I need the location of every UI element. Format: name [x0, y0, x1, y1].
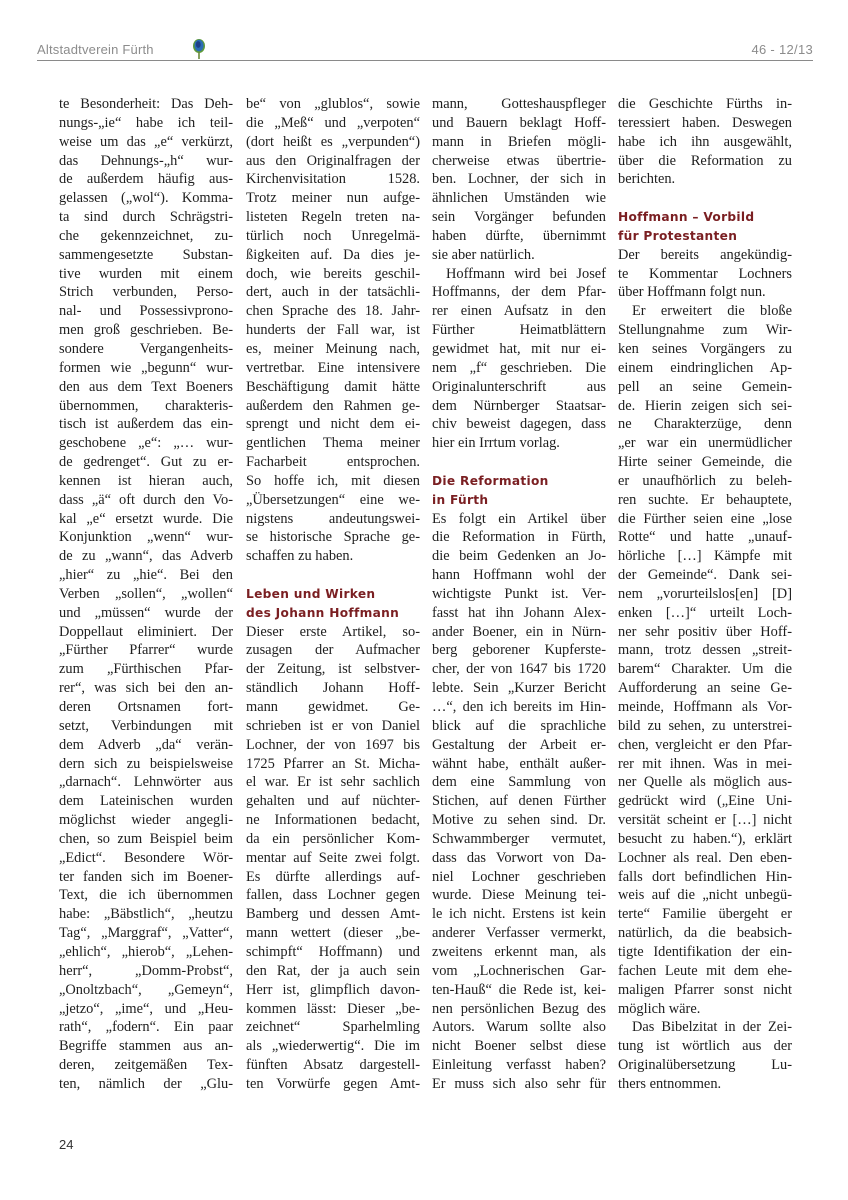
text-line: chiv beweist dagegen, dass — [432, 416, 606, 433]
text-line: das Dehnungs-„h“ wur- — [59, 152, 233, 169]
text-line: „Übersetzungen“ eine we- — [246, 491, 420, 508]
text-line: ten, nämlich der „Glu- — [59, 1075, 233, 1092]
text-line: de außerdem häufig aus- — [59, 171, 233, 188]
column-3 — [432, 95, 606, 1094]
text-line: ter fanden sich im Boener- — [59, 868, 233, 885]
text-line: möglichst wieder angegli- — [59, 812, 233, 829]
text-line: fachen Leute mit dem ehe- — [618, 962, 792, 979]
text-line: hier ein Irrtum vorlag. — [432, 435, 560, 452]
text-line: deren, zeitgemäßen Tex- — [59, 1057, 233, 1074]
text-line: mann gewidmet. Ge- — [246, 699, 420, 715]
text-line: mann, trotz dessen „streit- — [618, 642, 792, 659]
tree-icon — [192, 38, 206, 60]
text-line: haben dürfte, übernimmt — [432, 227, 606, 244]
text-line: 1725 Pfarrer an St. Micha- — [246, 755, 420, 772]
text-line: wähnt habe, enthält außer- — [432, 755, 606, 772]
text-line: dem Lateinischen wurden — [59, 793, 233, 810]
text-line: lebte. Sein „Kurzer Bericht — [432, 680, 606, 697]
text-line: anderer Verfasser vermerkt, — [432, 925, 606, 942]
text-line: über die Reformation zu — [618, 152, 792, 169]
text-line: hunderts der Fall war, ist — [246, 322, 420, 339]
text-line: „jetzo“, „ime“, und „Heu- — [59, 1000, 233, 1017]
text-line: kommen lässt: Dieser „be- — [246, 1000, 420, 1017]
text-line: Bamberg und dessen Amt- — [246, 906, 420, 923]
section-heading: Hoffmann – Vorbild — [618, 210, 755, 225]
text-line: zum „Fürthischen Pfar- — [59, 661, 233, 678]
text-line: blick auf die sprachliche — [432, 717, 606, 734]
text-line: gentlichen Thema meiner — [246, 435, 420, 452]
text-line: Schwammberger vermutet, — [432, 830, 606, 847]
text-line: Verben „sollen“, „wollen“ — [59, 585, 233, 602]
text-line: tive wurden mit einem — [59, 265, 233, 282]
text-line: dem eine Sammlung von — [432, 774, 606, 791]
text-line: …“, den ich bereits im Hin- — [432, 699, 606, 715]
text-line: Das Bibelzitat in der Zei- — [632, 1019, 792, 1036]
column-2 — [246, 95, 420, 1094]
text-line: „Fürther Pfarrer“ wurde — [59, 642, 233, 659]
text-line: pell an seine Gemein- — [618, 378, 792, 395]
text-line: So hoffe ich, mit diesen — [246, 472, 420, 489]
text-line: nem „f“ geschrieben. Die — [432, 359, 606, 376]
text-line: dass das Vorwort von Da- — [432, 849, 606, 866]
text-line: er unaufhörlich zu beleh- — [618, 472, 792, 489]
text-line: gelassen („wol“). Komma- — [59, 190, 233, 207]
text-line: wurde. Diese Meinung tei- — [432, 887, 606, 904]
column-1 — [59, 95, 233, 1094]
section-heading: Die Reformation — [432, 473, 549, 488]
text-line: nicht Boener selbst diese — [432, 1038, 606, 1055]
text-line: außerdem den Rahmen ge- — [246, 397, 420, 414]
text-line: tisch ist außerdem das ein- — [59, 416, 233, 433]
text-line: de. Hierin zeigen sich sei- — [618, 397, 792, 414]
text-line: men groß geschrieben. Be- — [59, 322, 233, 339]
text-line: den aus dem Text Boeners — [59, 378, 233, 395]
text-line: ner Quelle als möglich aus- — [618, 774, 792, 791]
text-line: habe: „Bäbstlich“, „heutzu — [59, 906, 233, 923]
text-line: Hoffmanns, der dem Pfar- — [432, 284, 606, 301]
text-line: zeichnet“ Sparhelmling — [246, 1019, 420, 1036]
text-line: Strich verbunden, Perso- — [59, 284, 233, 301]
text-line: ßigkeiten auf. Da dies je- — [246, 246, 420, 263]
text-line: wichtigste Punkt ist. Ver- — [432, 585, 606, 602]
text-line: berg geborener Kupferste- — [432, 642, 606, 659]
spacer — [246, 566, 420, 585]
text-line: niel Lochner geschrieben — [432, 868, 606, 885]
text-line: teressiert haben. Deswegen — [618, 114, 792, 131]
text-line: zweitens erkennt man, als — [432, 943, 606, 960]
text-line: die Fürther seien eine „lose — [618, 510, 792, 527]
text-line: setzt, Verbindungen mit — [59, 717, 233, 734]
text-line: über Hoffmann folgt nun. — [618, 284, 766, 301]
text-line: Motive zu sehen sind. Dr. — [432, 812, 606, 829]
text-line: dem Nürnberger Staatsar- — [432, 397, 606, 414]
text-line: weis auf die „nicht unbegü- — [618, 887, 792, 904]
text-line: chen, vergleicht er den Pfar- — [618, 736, 792, 753]
text-line: (dort heißt es „verpunden“) — [246, 133, 420, 150]
text-line: ben. Lochner, der sich in — [432, 171, 606, 188]
text-line: sprengt und nicht dem ei- — [246, 416, 420, 433]
text-line: die „Meß“ und „verpoten“ — [246, 114, 420, 131]
text-line: kal „e“ ersetzt wurde. Die — [59, 510, 233, 527]
text-line: hann Hoffmann wohl der — [432, 567, 606, 584]
text-line: mentar auf Seite zwei folgt. — [246, 849, 420, 866]
text-line: besucht zu haben.“), erklärt — [618, 830, 792, 847]
text-line: vertretbar. Eine intensivere — [246, 359, 420, 376]
text-line: schimpft“ Hoffmann) und — [246, 943, 420, 960]
article-body — [59, 95, 805, 1125]
text-line: listeten Regeln treten na- — [246, 209, 420, 226]
text-line: der Gemeinde“. Dank sei- — [618, 567, 792, 584]
text-line: „er war ein unermüdlicher — [618, 435, 792, 452]
text-line: die beim Gedenken an Jo- — [432, 548, 606, 565]
text-line: Lochner, der von 1697 bis — [246, 736, 420, 753]
text-line: ne Charakterzüge, denn — [618, 416, 792, 433]
text-line: rer mit ihnen. Was in mei- — [618, 755, 792, 772]
text-line: ner sehr positiv über Hoff- — [618, 623, 792, 640]
text-line: te Kommentar Lochners — [618, 265, 792, 282]
text-line: Originalunterschrift aus — [432, 378, 606, 395]
text-line: te Besonderheit: Das Deh- — [59, 96, 233, 112]
text-line: Gestaltung der Arbeit er- — [432, 736, 606, 753]
text-line: sondere Vergangenheits- — [59, 340, 233, 357]
text-line: Doppellaut eliminiert. Der — [59, 623, 233, 640]
text-line: cher, der von 1647 bis 1720 — [432, 661, 606, 678]
text-line: mann wettert (dieser „be- — [246, 925, 420, 942]
text-line: ander Boener, ein in Nürn- — [432, 623, 606, 640]
text-line: Lochner als real. Den eben- — [618, 849, 792, 866]
text-line: formen wie „begunn“ wur- — [59, 359, 233, 376]
text-line: zusagen der Aufmacher — [246, 642, 420, 659]
text-line: fallen, dass Lochner gegen — [246, 887, 420, 904]
text-line: sammengesetzte Substan- — [59, 246, 233, 263]
text-line: Es folgt ein Artikel über — [432, 510, 606, 527]
text-line: die Reformation in Fürth, — [432, 529, 606, 546]
text-line: doch, wie bereits geschil- — [246, 265, 420, 282]
text-line: nem „vorurteilslos[en] [D] — [618, 585, 792, 602]
text-line: vom „Lochnerischen Gar- — [432, 962, 606, 979]
text-line: Begriffe stammen aus an- — [59, 1038, 233, 1055]
text-line: che gekennzeichnet, zu- — [59, 227, 233, 244]
text-line: als „wiederwertig“. Die im — [246, 1038, 420, 1055]
text-line: Text, die ich übernommen — [59, 887, 233, 904]
text-line: Rotte“ und hatte „unauf- — [618, 529, 792, 546]
text-line: el war. Er ist sehr sachlich — [246, 774, 420, 791]
section-heading: des Johann Hoffmann — [246, 605, 400, 620]
text-line: tung ist wörtlich aus der — [618, 1038, 792, 1055]
text-line: chen Sprache des 18. Jahr- — [246, 303, 420, 320]
text-line: Hoffmann wird bei Josef — [446, 265, 606, 282]
text-line: einem eindringlichen Ap- — [618, 359, 792, 376]
text-line: dert, auch in der tatsächli- — [246, 284, 420, 301]
text-line: da ein persönlicher Kom- — [246, 830, 420, 847]
text-line: ta sind durch Schrägstri- — [59, 209, 233, 226]
text-line: ren suchte. Er behauptete, — [618, 491, 792, 508]
section-heading: Leben und Wirken — [246, 586, 376, 601]
text-line: nungs-„ie“ habe ich teil- — [59, 114, 233, 131]
text-line: gedrückt wird („Eine Uni- — [618, 793, 792, 810]
text-line: se historische Sprache ge- — [246, 529, 420, 546]
text-line: le ich nicht. Erstens ist kein — [432, 906, 606, 923]
text-line: cherweise etwas übertrie- — [432, 152, 606, 169]
text-line: „Edict“. Besondere Wör- — [59, 849, 233, 866]
text-line: sie aber natürlich. — [432, 246, 535, 263]
text-line: Trotz meiner nun aufge- — [246, 190, 420, 207]
text-line: der Zeitung, ist selbstver- — [246, 661, 420, 678]
text-line: Autors. Warum sollte also — [432, 1019, 606, 1036]
text-line: den Rat, der ja auch sein — [246, 962, 420, 979]
text-line: Aufforderung an seine Ge- — [618, 680, 792, 697]
text-line: enken […]“ urteilt Loch- — [618, 604, 792, 621]
spacer — [618, 189, 792, 208]
text-line: türlich noch Unregelmä- — [246, 227, 420, 244]
text-line: nen persönlichen Bezug des — [432, 1000, 606, 1017]
publication-title: Altstadtverein Fürth — [37, 42, 154, 57]
text-line: fasst hat ihn Johann Alex- — [432, 604, 606, 621]
text-line: Tag“, „Marggraf“, „Vatter“, — [59, 925, 233, 942]
text-line: gehalten und auf nüchter- — [246, 793, 420, 810]
page-header — [37, 38, 813, 61]
text-line: und „müssen“ wurde der — [59, 604, 233, 621]
text-line: mann in Briefen mögli- — [432, 133, 606, 150]
section-heading: für Protestanten — [618, 228, 738, 243]
column-4 — [618, 95, 792, 1094]
text-line: weise um das „e“ verkürzt, — [59, 133, 233, 150]
text-line: meinde, Hoffmann als Vor- — [618, 699, 792, 715]
text-line: Einleitung verfasst haben? — [432, 1057, 606, 1074]
text-line: deren Ortsnamen fort- — [59, 699, 233, 715]
text-line: Kirchenvisitation 1528. — [246, 171, 420, 188]
text-line: Herr ist, glimpflich davon- — [246, 981, 420, 998]
text-line: ten Vorwürfe gegen Amt- — [246, 1075, 420, 1092]
text-line: Dieser erste Artikel, so- — [246, 623, 420, 640]
text-line: falls dort befindlichen Hin- — [618, 868, 792, 885]
text-line: „ehlich“, „hierob“, „Lehen- — [59, 943, 233, 960]
text-line: „Onoltzbach“, „Gemeyn“, — [59, 981, 233, 998]
text-line: ken seines Vorgängers zu — [618, 340, 792, 357]
text-line: habe ich ihn ausgewählt, — [618, 133, 792, 150]
text-line: Beschäftigung damit hätte — [246, 378, 420, 395]
text-line: herr“, „Domm-Probst“, — [59, 962, 233, 979]
text-line: Er erweitert die bloße — [632, 303, 792, 320]
page-number: 24 — [59, 1137, 74, 1152]
text-line: natürlich, da die beabsich- — [618, 925, 792, 942]
text-line: nal- und Possessivprono- — [59, 303, 233, 320]
text-line: thers entnommen. — [618, 1075, 722, 1092]
text-line: mann, Gotteshauspfleger — [432, 96, 606, 112]
text-line: fünften Absatz dargestell- — [246, 1057, 420, 1074]
text-line: bild zu sehen, zu unterstrei- — [618, 717, 792, 734]
text-line: ständlich Johann Hoff- — [246, 680, 420, 697]
text-line: maligen Pfarrer sonst nicht — [618, 981, 792, 998]
text-line: es, meiner Meinung nach, — [246, 340, 420, 357]
text-line: berichten. — [618, 171, 676, 188]
text-line: sein Vorgänger befunden — [432, 209, 606, 226]
text-line: tigte Identifikation der ein- — [618, 943, 792, 960]
text-line: Facharbeit entsprochen. — [246, 454, 420, 471]
text-line: terte“ Familie übergeht er — [618, 906, 792, 923]
text-line: übernommen, charakteris- — [59, 397, 233, 414]
text-line: barem“ Charakter. Um die — [618, 661, 792, 678]
text-line: Originalübersetzung Lu- — [618, 1057, 792, 1074]
text-line: Fürther Heimatblättern — [432, 322, 606, 339]
text-line: chen, so zum Beispiel beim — [59, 830, 233, 847]
text-line: versität scheint er […] nicht — [618, 812, 792, 829]
text-line: rer einen Aufsatz in den — [432, 303, 606, 320]
text-line: gewidmet hat, mit nur ei- — [432, 340, 606, 357]
text-line: nigstens andeutungswei- — [246, 510, 420, 527]
text-line: rath“, „fodern“. Ein paar — [59, 1019, 233, 1036]
text-line: Der bereits angekündig- — [618, 246, 792, 263]
text-line: be“ von „glublos“, sowie — [246, 96, 420, 112]
text-line: de zu „wann“, das Adverb — [59, 548, 233, 565]
text-line: dem Adverb „da“ verän- — [59, 736, 233, 753]
text-line: ähnlichen Umständen wie — [432, 190, 606, 207]
text-line: ne Informationen bedacht, — [246, 812, 420, 829]
text-line: Stichen, auf denen Fürther — [432, 793, 606, 810]
text-line: Es dürfte allerdings auf- — [246, 868, 420, 885]
spacer — [432, 453, 606, 472]
text-line: Konjunktion „wenn“ wur- — [59, 529, 233, 546]
text-line: kennen ist hieran auch, — [59, 472, 233, 489]
text-line: schaffen zu haben. — [246, 548, 354, 565]
text-line: schrieben ist er von Daniel — [246, 717, 420, 734]
text-line: dern sich zu beispielsweise — [59, 755, 233, 772]
text-line: „hier“ zu „hie“. Bei den — [59, 567, 233, 584]
text-line: und Bauern beklagt Hoff- — [432, 114, 606, 131]
text-line: aus den Originalfragen der — [246, 152, 420, 169]
text-line: dass „ä“ oft durch den Vo- — [59, 491, 233, 508]
text-line: Stellungnahme zum Wir- — [618, 322, 792, 339]
issue-number: 46 - 12/13 — [751, 42, 813, 57]
text-line: Hirte seiner Gemeinde, die — [618, 454, 792, 471]
text-line: rer“, was sich bei den an- — [59, 680, 233, 697]
text-line: „darnach“. Lehnwörter aus — [59, 774, 233, 791]
text-line: die Geschichte Fürths in- — [618, 96, 792, 112]
section-heading: in Fürth — [432, 492, 489, 507]
text-line: ten-Hauß“ die Rede ist, kei- — [432, 981, 606, 998]
text-line: möglich wäre. — [618, 1000, 701, 1017]
text-line: Er muss sich also sehr für — [432, 1075, 606, 1092]
text-line: hörliche […] Kämpfe mit — [618, 548, 792, 565]
text-line: de gedrenget“. Gut zu er- — [59, 454, 233, 471]
text-line: geschobene „e“: „… wur- — [59, 435, 233, 452]
